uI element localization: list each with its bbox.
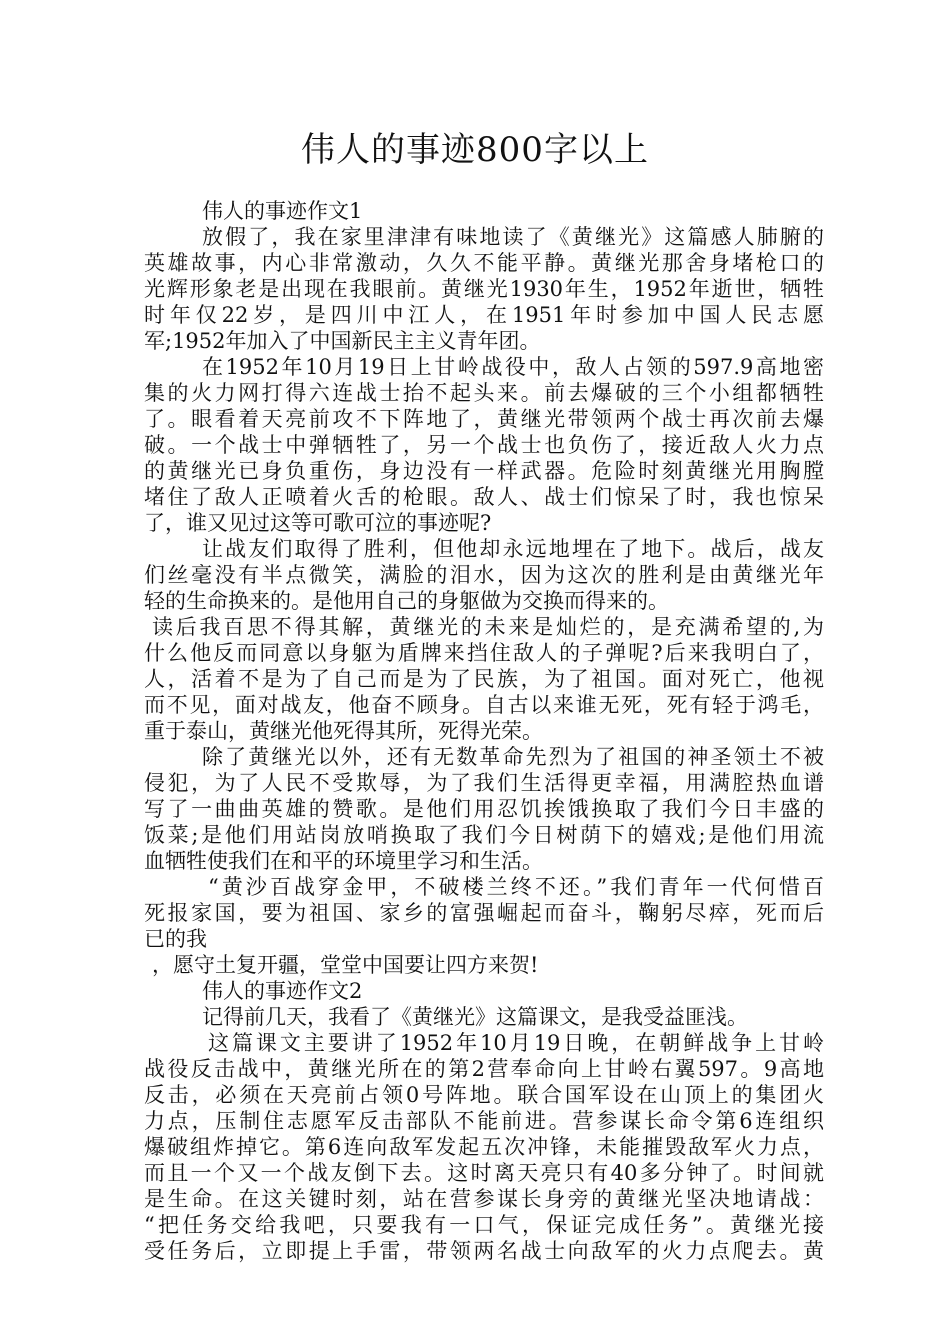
- text-line: 伟人的事迹作文2: [202, 979, 363, 1003]
- document-title: 伟人的事迹800字以上: [301, 130, 649, 170]
- text-line: 血牺牲使我们在和平的环境里学习和生活。: [144, 849, 543, 873]
- text-line: 们丝毫没有半点微笑，满脸的泪水，因为这次的胜利是由黄继光年: [144, 563, 824, 587]
- text-line: 集的火力网打得六连战士抬不起头来。前去爆破的三个小组都牺牲: [144, 381, 824, 405]
- text-line: 轻的生命换来的。是他用自己的身躯做为交换而得来的。: [144, 589, 669, 613]
- text-line: 光辉形象老是出现在我眼前。黄继光1930年生，1952年逝世，牺牲: [144, 277, 824, 301]
- text-line: 读后我百思不得其解，黄继光的未来是灿烂的，是充满希望的,为: [152, 615, 824, 639]
- text-line: 伟人的事迹作文1: [202, 199, 363, 223]
- document-body: [144, 198, 824, 1264]
- text-line: 了，谁又见过这等可歌可泣的事迹呢?: [144, 511, 492, 535]
- text-line: 而且一个又一个战友倒下去。这时离天亮只有40多分钟了。时间就: [144, 1161, 824, 1185]
- text-line: 人，活着不是为了自己而是为了民族，为了祖国。面对死亡，他视: [144, 667, 824, 691]
- text-line: 除了黄继光以外，还有无数革命先烈为了祖国的神圣领土不被: [202, 745, 824, 769]
- text-line: 破。一个战士中弹牺牲了，另一个战士也负伤了，接近敌人火力点: [144, 433, 824, 457]
- text-line: 而不见，面对战友，他奋不顾身。自古以来谁无死，死有轻于鸿毛，: [144, 693, 824, 717]
- text-line: 爆破组炸掉它。第6连向敌军发起五次冲锋，未能摧毁敌军火力点，: [144, 1135, 824, 1159]
- text-line: 侵犯，为了人民不受欺辱，为了我们生活得更幸福，用满腔热血谱: [144, 771, 824, 795]
- text-line: 已的我: [144, 927, 207, 951]
- text-line: 重于泰山，黄继光他死得其所，死得光荣。: [144, 719, 543, 743]
- text-line: 饭菜;是他们用站岗放哨换取了我们今日树荫下的嬉戏;是他们用流: [144, 823, 824, 847]
- text-line: 写了一曲曲英雄的赞歌。是他们用忍饥挨饿换取了我们今日丰盛的: [144, 797, 824, 821]
- text-line: 反击，必须在天亮前占领0号阵地。联合国军设在山顶上的集团火: [144, 1083, 824, 1107]
- text-line: “把任务交给我吧，只要我有一口气，保证完成任务”。黄继光接: [144, 1213, 824, 1237]
- text-line: 是生命。在这关键时刻，站在营参谋长身旁的黄继光坚决地请战：: [144, 1187, 824, 1211]
- text-line: 这篇课文主要讲了1952年10月19日晚，在朝鲜战争上甘岭: [208, 1031, 824, 1055]
- text-line: 受任务后，立即提上手雷，带领两名战士向敌军的火力点爬去。黄: [144, 1239, 824, 1263]
- text-line: 了。眼看着天亮前攻不下阵地了，黄继光带领两个战士再次前去爆: [144, 407, 824, 431]
- text-line: 在1952年10月19日上甘岭战役中，敌人占领的597.9高地密: [202, 355, 824, 379]
- text-line: 时年仅22岁，是四川中江人，在1951年时参加中国人民志愿: [144, 303, 824, 327]
- text-line: 军;1952年加入了中国新民主主义青年团。: [144, 329, 541, 353]
- text-line: 战役反击战中，黄继光所在的第2营奉命向上甘岭右翼597。9高地: [144, 1057, 824, 1081]
- text-line: 堵住了敌人正喷着火舌的枪眼。敌人、战士们惊呆了时，我也惊呆: [144, 485, 824, 509]
- text-line: 放假了，我在家里津津有味地读了《黄继光》这篇感人肺腑的: [202, 225, 824, 249]
- text-line: 什么他反而同意以身躯为盾牌来挡住敌人的子弹呢?后来我明白了，: [144, 641, 824, 665]
- text-line: 英雄故事，内心非常激动，久久不能平静。黄继光那舍身堵枪口的: [144, 251, 824, 275]
- text-line: 的黄继光已身负重伤，身边没有一样武器。危险时刻黄继光用胸膛: [144, 459, 824, 483]
- text-line: 死报家国，要为祖国、家乡的富强崛起而奋斗，鞠躬尽瘁，死而后: [144, 901, 824, 925]
- text-line: 让战友们取得了胜利，但他却永远地埋在了地下。战后，战友: [202, 537, 824, 561]
- text-line: 记得前几天，我看了《黄继光》这篇课文，是我受益匪浅。: [202, 1005, 748, 1029]
- text-line: 力点，压制住志愿军反击部队不能前进。营参谋长命令第6连组织: [144, 1109, 824, 1133]
- text-line: “黄沙百战穿金甲，不破楼兰终不还。”我们青年一代何惜百: [208, 875, 824, 899]
- text-line: ，愿守土复开疆，堂堂中国要让四方来贺!: [152, 953, 539, 977]
